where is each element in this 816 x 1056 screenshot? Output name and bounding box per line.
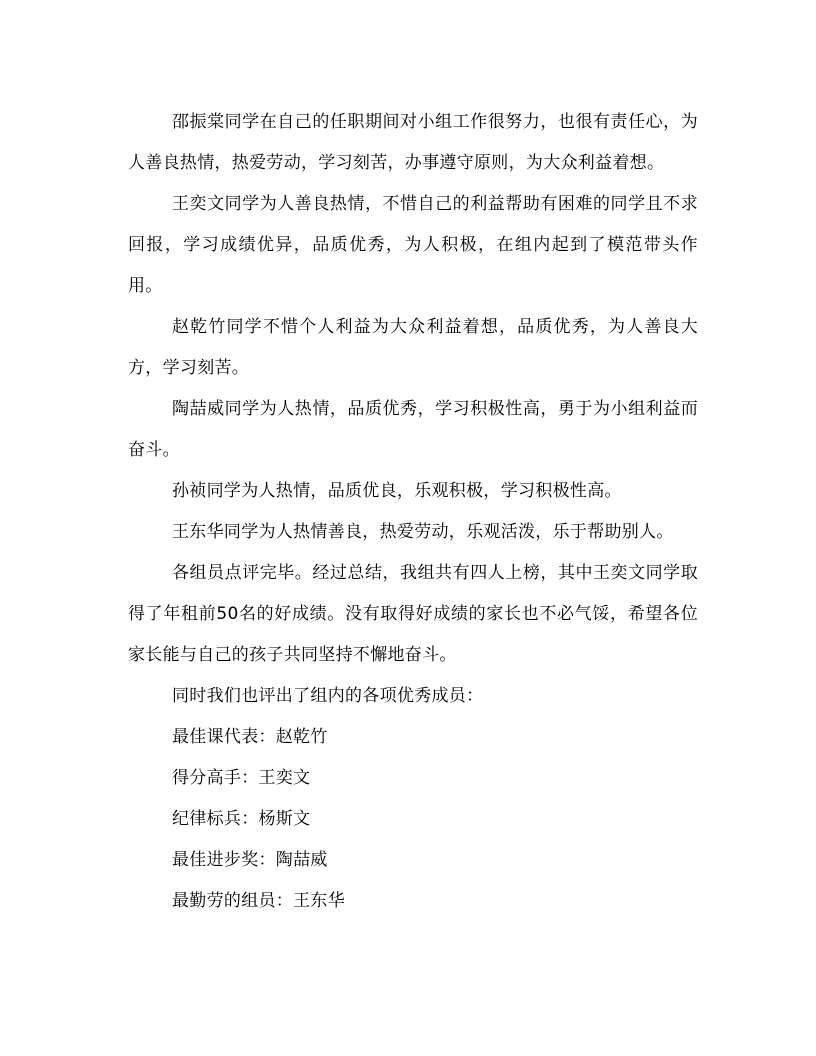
paragraph-tao-zhewei: 陶喆威同学为人热情，品质优秀，学习积极性高，勇于为小组利益而奋斗。 xyxy=(128,399,698,460)
paragraph-wang-yiwen: 王奕文同学为人善良热情，不惜自己的利益帮助有困难的同学且不求回报，学习成绩优异，品质优秀，为人积极，在组内起到了模范带头作用。 xyxy=(128,194,698,296)
paragraph-summary: 各组员点评完毕。经过总结，我组共有四人上榜，其中王奕文同学取得了年租前50名的好成绩。没有取得好成绩的家长也不必气馁，希望各位家长能与自己的孩子共同坚持不懈地奋斗。 xyxy=(128,563,698,665)
award-best-representative: 最佳课代表：赵乾竹 xyxy=(172,727,328,747)
award-discipline-model: 纪律标兵：杨斯文 xyxy=(172,809,311,829)
paragraph-zhao-qianzhu: 赵乾竹同学不惜个人利益为大众利益着想，品质优秀，为人善良大方，学习刻苦。 xyxy=(128,317,698,378)
award-most-diligent: 最勤劳的组员：王东华 xyxy=(172,891,345,911)
award-best-progress: 最佳进步奖：陶喆威 xyxy=(172,850,328,870)
award-top-scorer: 得分高手：王奕文 xyxy=(172,768,311,788)
paragraph-wang-donghua: 王东华同学为人热情善良，热爱劳动，乐观活泼，乐于帮助别人。 xyxy=(172,522,674,542)
document-body xyxy=(128,102,698,922)
paragraph-awards-intro: 同时我们也评出了组内的各项优秀成员： xyxy=(172,686,484,706)
paragraph-sun-zhen: 孙祯同学为人热情，品质优良，乐观积极，学习积极性高。 xyxy=(172,481,622,501)
paragraph-shao-zhentang: 邵振棠同学在自己的任职期间对小组工作很努力，也很有责任心，为人善良热情，热爱劳动，学习刻苦，办事遵守原则，为大众利益着想。 xyxy=(128,112,698,173)
